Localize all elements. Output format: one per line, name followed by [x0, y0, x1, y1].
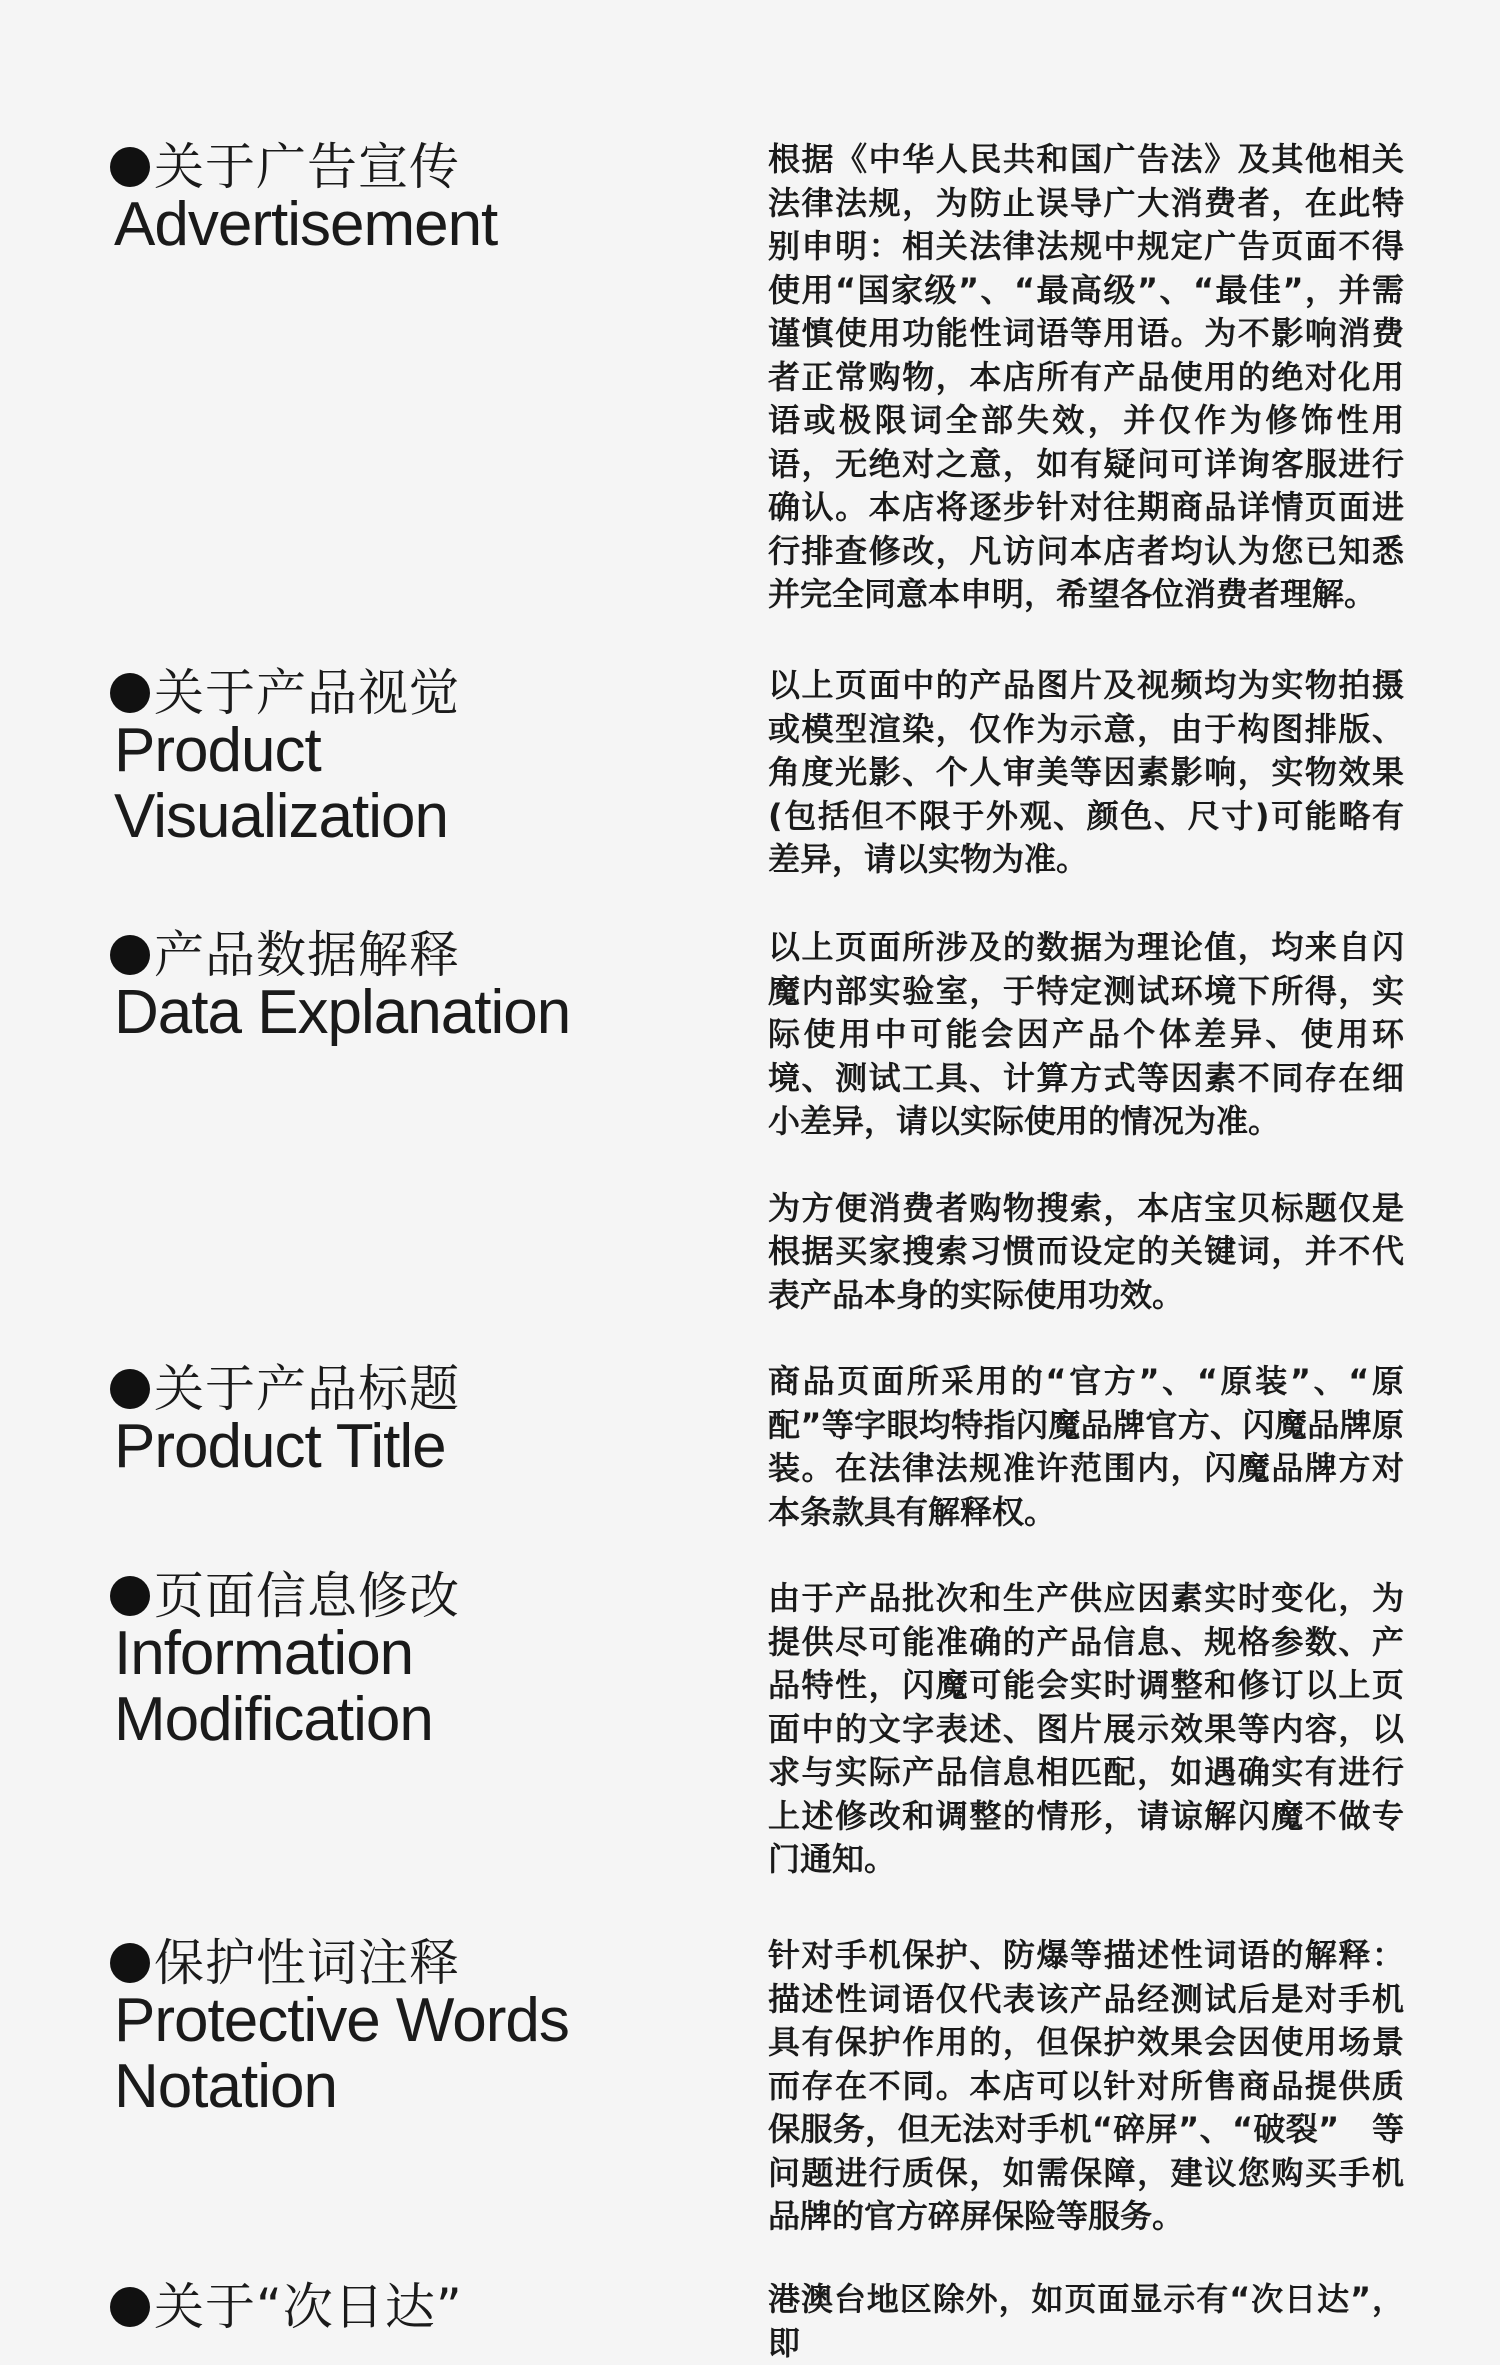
section-heading: [110, 1360, 670, 1480]
heading-en-line: Protective Words: [114, 1986, 569, 2055]
section-body: [768, 926, 1404, 1317]
section-paragraph: 港澳台地区除外，如页面显示有“次日达”，即: [768, 2280, 1404, 2362]
heading-cn: [110, 1934, 670, 1992]
heading-cn-text: 关于产品标题: [154, 1360, 460, 1418]
heading-en-line: Data Explanation: [114, 978, 571, 1047]
heading-cn-text: 关于广告宣传: [154, 138, 460, 196]
section-body: [768, 1577, 1404, 1882]
bullet-dot-icon: [110, 1943, 150, 1983]
heading-en-line: Product: [114, 716, 321, 785]
bullet-dot-icon: [110, 1369, 150, 1409]
bullet-dot-icon: [110, 673, 150, 713]
section-heading: [110, 926, 670, 1046]
heading-en-line: Product Title: [114, 1412, 446, 1481]
heading-en-line: Information: [114, 1619, 414, 1688]
bullet-dot-icon: [110, 2287, 150, 2327]
section-heading: [110, 2278, 670, 2336]
heading-cn-text: 关于“次日达”: [154, 2278, 463, 2336]
section-paragraph: 为方便消费者购物搜索，本店宝贝标题仅是根据买家搜索习惯而设定的关键词，并不代表产品本身的实际使用功效。: [768, 1188, 1404, 1314]
heading-en: [110, 1988, 670, 2120]
heading-cn: [110, 1567, 670, 1625]
section-heading: [110, 1934, 670, 2120]
section-paragraph: 以上页面所涉及的数据为理论值，均来自闪魔内部实验室，于特定测试环境下所得，实际使用中可能会因产品个体差异、使用环境、测试工具、计算方式等因素不同存在细小差异，请以实际使用的情况为准。: [768, 928, 1404, 1140]
section-paragraph: 以上页面中的产品图片及视频均为实物拍摄或模型渲染，仅作为示意，由于构图排版、角度光影、个人审美等因素影响，实物效果(包括但不限于外观、颜色、尺寸)可能略有差异，请以实物为准。: [768, 666, 1404, 878]
heading-cn-text: 保护性词注释: [154, 1934, 460, 1992]
section-paragraph: 针对手机保护、防爆等描述性词语的解释：描述性词语仅代表该产品经测试后是对手机具有保护作用的，但保护效果会因使用场景而存在不同。本店可以针对所售商品提供质保服务，但无法对手机“碎屏”、“破裂” 等问题进行质保，如需保障，建议您购买手机品牌的官方碎屏保险等服务。: [768, 1936, 1404, 2235]
heading-en: [110, 1621, 670, 1753]
heading-en: [110, 1414, 670, 1480]
heading-en-line: Visualization: [114, 782, 448, 851]
heading-cn-text: 关于产品视觉: [154, 664, 460, 722]
heading-en: [110, 980, 670, 1046]
heading-en-line: Advertisement: [114, 190, 498, 259]
section-body: [768, 1360, 1404, 1534]
heading-cn: [110, 2278, 670, 2336]
section-paragraph: 由于产品批次和生产供应因素实时变化，为提供尽可能准确的产品信息、规格参数、产品特性，闪魔可能会实时调整和修订以上页面中的文字表述、图片展示效果等内容，以求与实际产品信息相匹配，如遇确实有进行上述修改和调整的情形，请谅解闪魔不做专门通知。: [768, 1579, 1404, 1878]
heading-cn: [110, 138, 670, 196]
section-heading: [110, 664, 670, 850]
section-paragraph: 商品页面所采用的“官方”、“原装”、“原配”等字眼均特指闪魔品牌官方、闪魔品牌原装。在法律法规准许范围内，闪魔品牌方对本条款具有解释权。: [768, 1362, 1404, 1531]
heading-cn: [110, 926, 670, 984]
bullet-dot-icon: [110, 1576, 150, 1616]
heading-en: [110, 718, 670, 850]
section-body: [768, 664, 1404, 882]
heading-cn: [110, 1360, 670, 1418]
heading-en: [110, 192, 670, 258]
heading-cn: [110, 664, 670, 722]
section-paragraph: 根据《中华人民共和国广告法》及其他相关法律法规，为防止误导广大消费者，在此特别申明：相关法律法规中规定广告页面不得使用“国家级”、“最高级”、“最佳”，并需谨慎使用功能性词语等用语。为不影响消费者正常购物，本店所有产品使用的绝对化用语或极限词全部失效，并仅作为修饰性用语，无绝对之意，如有疑问可详询客服进行确认。本店将逐步针对往期商品详情页面进行排查修改，凡访问本店者均认为您已知悉并完全同意本申明，希望各位消费者理解。: [768, 140, 1404, 613]
heading-cn-text: 页面信息修改: [154, 1567, 460, 1625]
bullet-dot-icon: [110, 935, 150, 975]
heading-en-line: Modification: [114, 1685, 433, 1754]
section-body: [768, 1934, 1404, 2239]
section-heading: [110, 138, 670, 258]
bullet-dot-icon: [110, 147, 150, 187]
heading-en-line: Notation: [114, 2052, 337, 2121]
heading-cn-text: 产品数据解释: [154, 926, 460, 984]
section-body: [768, 138, 1404, 617]
section-heading: [110, 1567, 670, 1753]
